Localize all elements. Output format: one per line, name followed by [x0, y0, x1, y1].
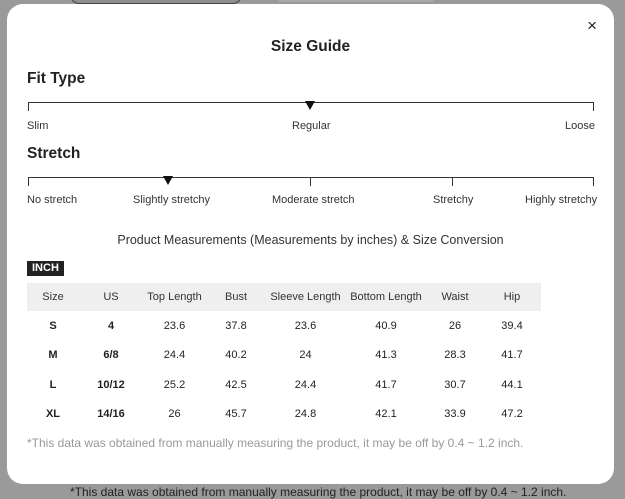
table-row [27, 400, 541, 430]
col-bust: Bust [206, 283, 266, 311]
stretch-label-moderate: Moderate stretch [272, 194, 355, 206]
cell-hip: 41.7 [501, 349, 523, 362]
fit-type-heading: Fit Type [27, 70, 86, 87]
fit-type-label-slim: Slim [27, 120, 49, 132]
size-guide-modal [7, 4, 614, 484]
measurements-footnote: *This data was obtained from manually measuring the product, it may be off by 0.4 ~ 1.2 inch. [27, 436, 524, 450]
cell-top-length: 25.2 [163, 378, 186, 391]
col-hip: Hip [483, 283, 541, 311]
cell-us: 10/12 [97, 378, 125, 391]
stretch-label-stretchy: Stretchy [433, 194, 474, 206]
col-size: Size [27, 283, 79, 311]
cell-waist: 30.7 [444, 378, 466, 391]
cell-waist: 28.3 [444, 349, 466, 362]
col-bottom-length: Bottom Length [345, 283, 427, 311]
cell-hip: 47.2 [501, 408, 523, 421]
col-waist: Waist [427, 283, 483, 311]
col-top-length: Top Length [143, 283, 206, 311]
stretch-scale [28, 177, 594, 189]
cell-bottom-length: 41.3 [375, 349, 397, 362]
cell-bottom-length: 40.9 [375, 319, 397, 332]
fit-type-label-loose: Loose [565, 120, 595, 132]
table-row [27, 370, 541, 400]
cell-size: S [49, 319, 57, 332]
cell-top-length: 23.6 [163, 319, 186, 332]
close-icon[interactable]: × [587, 16, 597, 35]
col-sleeve-length: Sleeve Length [266, 283, 345, 311]
cell-waist: 33.9 [444, 408, 466, 421]
cell-top-length: 26 [168, 408, 181, 421]
measurements-subtitle: Product Measurements (Measurements by inches) & Size Conversion [117, 233, 504, 247]
stretch-label-highly: Highly stretchy [525, 194, 598, 206]
backdrop-bar [276, 0, 436, 2]
size-table [27, 283, 541, 429]
cell-sleeve-length: 24.4 [294, 378, 317, 391]
cell-bust: 37.8 [225, 319, 247, 332]
stretch-marker [163, 176, 173, 185]
table-row [27, 311, 541, 341]
cell-us: 14/16 [97, 408, 125, 421]
fit-type-label-regular: Regular [292, 120, 331, 132]
cell-bust: 40.2 [225, 349, 247, 362]
cell-us: 4 [107, 319, 115, 332]
cell-sleeve-length: 24 [299, 349, 312, 362]
cell-size: XL [45, 408, 61, 421]
cell-us: 6/8 [103, 349, 119, 362]
cell-size: L [49, 378, 57, 391]
cell-bottom-length: 42.1 [375, 408, 397, 421]
cell-waist: 26 [448, 319, 462, 332]
fit-type-scale [28, 102, 594, 114]
fit-type-marker [305, 101, 315, 110]
cell-top-length: 24.4 [163, 349, 186, 362]
cell-sleeve-length: 24.8 [294, 408, 317, 421]
stretch-label-slightly: Slightly stretchy [133, 194, 211, 206]
cell-bust: 45.7 [225, 408, 247, 421]
cell-size: M [48, 349, 58, 362]
unit-badge-inch[interactable]: INCH [27, 261, 64, 276]
stretch-label-none: No stretch [27, 194, 78, 206]
col-us: US [79, 283, 143, 311]
cell-bottom-length: 41.7 [375, 378, 397, 391]
cell-hip: 39.4 [501, 319, 523, 332]
stretch-heading: Stretch [27, 145, 81, 162]
cell-bust: 42.5 [225, 378, 247, 391]
cell-hip: 44.1 [501, 378, 523, 391]
table-row [27, 341, 541, 371]
size-table-header [27, 283, 541, 311]
cell-sleeve-length: 23.6 [294, 319, 317, 332]
modal-title: Size Guide [270, 38, 351, 55]
backdrop-footnote: *This data was obtained from manually measuring the product, it may be off by 0.4 ~ 1.2 inch. [70, 485, 567, 499]
